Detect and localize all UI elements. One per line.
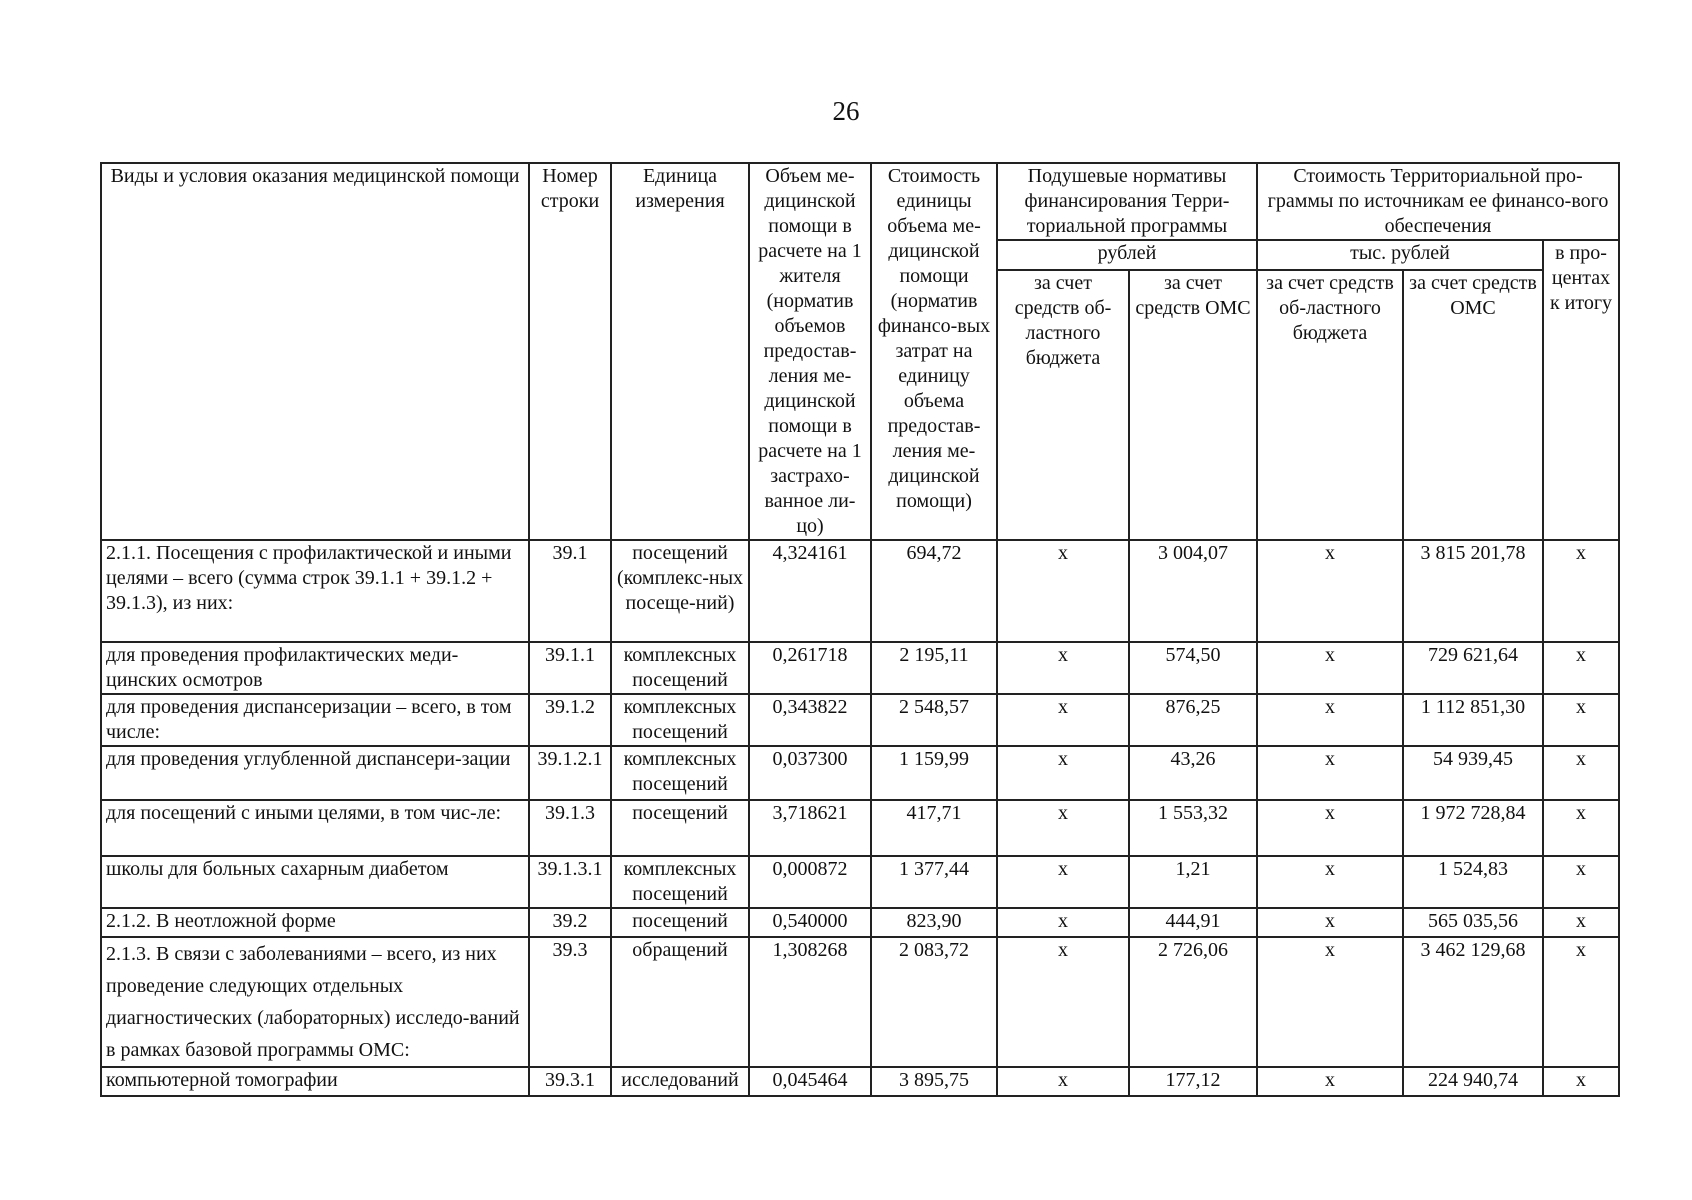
- header-oms-thousand: за счет средств ОМС: [1403, 270, 1543, 540]
- header-thousand-rubles: тыс. рублей: [1257, 240, 1543, 270]
- row-regional-thousand: х: [1257, 800, 1403, 856]
- row-unit: посещений: [611, 908, 749, 937]
- row-oms-rubles: 1 553,32: [1129, 800, 1257, 856]
- row-unit: комплексных посещений: [611, 746, 749, 800]
- row-unit: посещений: [611, 800, 749, 856]
- row-unit-cost: 2 548,57: [871, 694, 997, 746]
- header-program-cost: Стоимость Территориальной про-граммы по источникам ее финансо-вого обеспечения: [1257, 163, 1619, 240]
- row-name: для проведения углубленной диспансери-зации: [101, 746, 529, 800]
- row-number: 39.1.2.1: [529, 746, 611, 800]
- header-regional-budget-thousand: за счет средств об-ластного бюджета: [1257, 270, 1403, 540]
- row-percent: х: [1543, 800, 1619, 856]
- table-row: [101, 800, 1619, 856]
- row-volume: 0,343822: [749, 694, 871, 746]
- row-volume: 4,324161: [749, 540, 871, 642]
- header-regional-budget-rubles: за счет средств об-ластного бюджета: [997, 270, 1129, 540]
- row-oms-rubles: 1,21: [1129, 856, 1257, 908]
- row-name: для посещений с иными целями, в том чис-ле:: [101, 800, 529, 856]
- row-volume: 0,261718: [749, 642, 871, 694]
- row-oms-thousand: 224 940,74: [1403, 1067, 1543, 1096]
- table-row: [101, 694, 1619, 746]
- row-regional-rubles: х: [997, 1067, 1129, 1096]
- row-unit-cost: 2 083,72: [871, 937, 997, 1067]
- row-unit: посещений (комплекс-ных посеще-ний): [611, 540, 749, 642]
- row-unit: обращений: [611, 937, 749, 1067]
- row-percent: х: [1543, 642, 1619, 694]
- table-row: [101, 908, 1619, 937]
- row-regional-thousand: х: [1257, 937, 1403, 1067]
- row-unit: комплексных посещений: [611, 694, 749, 746]
- row-name: 2.1.1. Посещения с профилактической и иными целями – всего (сумма строк 39.1.1 + 39.1.2 + 39.1.3), из них:: [101, 540, 529, 642]
- row-volume: 0,045464: [749, 1067, 871, 1096]
- row-oms-thousand: 1 972 728,84: [1403, 800, 1543, 856]
- row-regional-thousand: х: [1257, 746, 1403, 800]
- header-per-capita: Подушевые нормативы финансирования Терри-ториальной программы: [997, 163, 1257, 240]
- row-number: 39.1.3.1: [529, 856, 611, 908]
- row-regional-rubles: х: [997, 856, 1129, 908]
- row-unit-cost: 823,90: [871, 908, 997, 937]
- row-oms-thousand: 54 939,45: [1403, 746, 1543, 800]
- row-oms-rubles: 3 004,07: [1129, 540, 1257, 642]
- row-regional-thousand: х: [1257, 908, 1403, 937]
- row-regional-rubles: х: [997, 642, 1129, 694]
- page-number: 26: [832, 96, 860, 126]
- row-oms-rubles: 574,50: [1129, 642, 1257, 694]
- row-oms-rubles: 2 726,06: [1129, 937, 1257, 1067]
- row-regional-thousand: х: [1257, 540, 1403, 642]
- row-volume: 0,037300: [749, 746, 871, 800]
- row-number: 39.3.1: [529, 1067, 611, 1096]
- table-row: [101, 937, 1619, 1067]
- row-unit-cost: 3 895,75: [871, 1067, 997, 1096]
- row-unit: исследований: [611, 1067, 749, 1096]
- header-kind: Виды и условия оказания медицинской помощи: [101, 163, 529, 540]
- row-oms-thousand: 1 112 851,30: [1403, 694, 1543, 746]
- row-percent: х: [1543, 694, 1619, 746]
- row-regional-thousand: х: [1257, 694, 1403, 746]
- row-regional-rubles: х: [997, 694, 1129, 746]
- row-unit-cost: 694,72: [871, 540, 997, 642]
- table-row: [101, 540, 1619, 642]
- row-oms-thousand: 3 462 129,68: [1403, 937, 1543, 1067]
- row-percent: х: [1543, 540, 1619, 642]
- row-name: школы для больных сахарным диабетом: [101, 856, 529, 908]
- row-unit-cost: 417,71: [871, 800, 997, 856]
- row-oms-rubles: 444,91: [1129, 908, 1257, 937]
- row-number: 39.1.2: [529, 694, 611, 746]
- row-oms-rubles: 177,12: [1129, 1067, 1257, 1096]
- row-name: для проведения профилактических меди-цинских осмотров: [101, 642, 529, 694]
- row-regional-rubles: х: [997, 540, 1129, 642]
- row-volume: 0,540000: [749, 908, 871, 937]
- header-unit-cost: Стоимость единицы объема ме-дицинской помощи (норматив финансо-вых затрат на единицу объема предостав-ления ме-дицинской помощи): [871, 163, 997, 540]
- row-percent: х: [1543, 937, 1619, 1067]
- row-oms-thousand: 3 815 201,78: [1403, 540, 1543, 642]
- row-name: для проведения диспансеризации – всего, в том числе:: [101, 694, 529, 746]
- header-row-number: Номер строки: [529, 163, 611, 540]
- header-oms-rubles: за счет средств ОМС: [1129, 270, 1257, 540]
- row-oms-thousand: 565 035,56: [1403, 908, 1543, 937]
- row-unit-cost: 1 377,44: [871, 856, 997, 908]
- row-percent: х: [1543, 908, 1619, 937]
- table-row: [101, 746, 1619, 800]
- row-regional-rubles: х: [997, 746, 1129, 800]
- table-row: [101, 642, 1619, 694]
- row-unit: комплексных посещений: [611, 856, 749, 908]
- header-unit: Единица измерения: [611, 163, 749, 540]
- row-unit: комплексных посещений: [611, 642, 749, 694]
- row-regional-rubles: х: [997, 908, 1129, 937]
- row-number: 39.3: [529, 937, 611, 1067]
- row-number: 39.1: [529, 540, 611, 642]
- row-oms-rubles: 876,25: [1129, 694, 1257, 746]
- row-percent: х: [1543, 1067, 1619, 1096]
- row-oms-rubles: 43,26: [1129, 746, 1257, 800]
- row-number: 39.1.3: [529, 800, 611, 856]
- header-volume: Объем ме-дицинской помощи в расчете на 1 жителя (норматив объемов предостав-ления ме-дицинской помощи в расчете на 1 застрахо-ванное ли-цо): [749, 163, 871, 540]
- header-percent: в про-центах к итогу: [1543, 240, 1619, 540]
- table-row: [101, 1067, 1619, 1096]
- row-regional-thousand: х: [1257, 1067, 1403, 1096]
- row-percent: х: [1543, 746, 1619, 800]
- row-regional-thousand: х: [1257, 642, 1403, 694]
- row-percent: х: [1543, 856, 1619, 908]
- table-row: [101, 856, 1619, 908]
- row-volume: 3,718621: [749, 800, 871, 856]
- row-volume: 1,308268: [749, 937, 871, 1067]
- row-unit-cost: 1 159,99: [871, 746, 997, 800]
- row-number: 39.2: [529, 908, 611, 937]
- row-name: 2.1.3. В связи с заболеваниями – всего, из них проведение следующих отдельных диагностических (лабораторных) исследо-ваний в рамках базовой программы ОМС:: [101, 937, 529, 1067]
- row-regional-thousand: х: [1257, 856, 1403, 908]
- row-oms-thousand: 729 621,64: [1403, 642, 1543, 694]
- row-name: компьютерной томографии: [101, 1067, 529, 1096]
- row-regional-rubles: х: [997, 800, 1129, 856]
- row-name: 2.1.2. В неотложной форме: [101, 908, 529, 937]
- row-volume: 0,000872: [749, 856, 871, 908]
- row-oms-thousand: 1 524,83: [1403, 856, 1543, 908]
- header-rubles: рублей: [997, 240, 1257, 270]
- row-unit-cost: 2 195,11: [871, 642, 997, 694]
- row-number: 39.1.1: [529, 642, 611, 694]
- row-regional-rubles: х: [997, 937, 1129, 1067]
- medical-care-table: [100, 162, 1620, 1097]
